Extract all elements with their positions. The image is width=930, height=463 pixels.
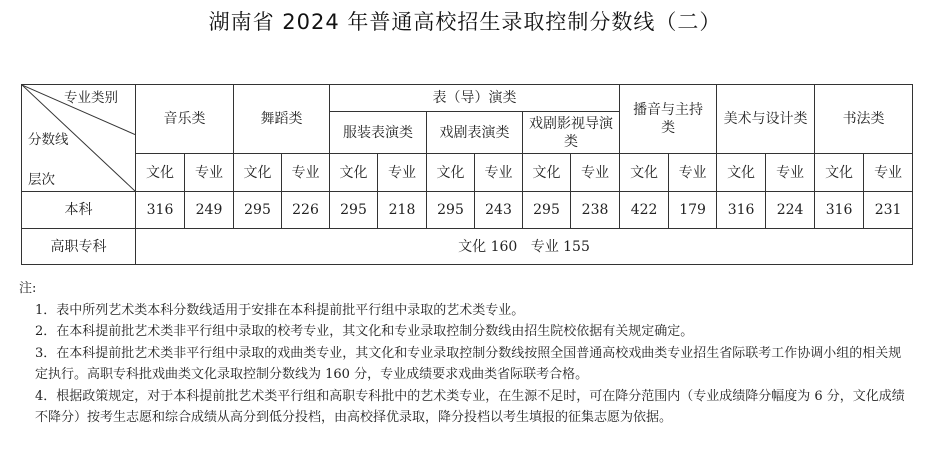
page-title: 湖南省 2024 年普通高校招生录取控制分数线（二）	[208, 10, 722, 34]
header-broadcast	[620, 85, 717, 154]
note-item: 4．根据政策规定，对于本科提前批艺术类平行组和高职专科批中的艺术类专业，在生源不足时，可在降分范围内（专业成绩降分幅度为 6 分，文化成绩不降分）按考生志愿和综合成绩从高分到低分投档，由高校择优录取，降分投档以考生填报的征集志愿为依据。	[35, 388, 905, 425]
header-film	[523, 112, 620, 154]
score-cell: 249	[185, 192, 234, 229]
score-cell: 243	[475, 192, 523, 229]
header-calligraphy: 书法类	[815, 85, 913, 154]
sub-major: 专业	[766, 154, 815, 192]
row-label-gaozhi: 高职专科	[22, 229, 136, 265]
corner-header-cell	[22, 85, 136, 192]
header-music: 音乐类	[136, 85, 234, 154]
score-table	[21, 84, 913, 265]
header-broadcast-label: 播音与主持类	[633, 102, 704, 136]
sub-major: 专业	[475, 154, 523, 192]
score-cell: 295	[427, 192, 475, 229]
sub-culture: 文化	[136, 154, 185, 192]
header-performance: 表（导）演类	[330, 85, 620, 112]
sub-major: 专业	[571, 154, 620, 192]
notes-label: 注:	[19, 281, 37, 296]
score-cell: 226	[282, 192, 330, 229]
note-item: 2．在本科提前批艺术类非平行组中录取的校考专业，其文化和专业录取控制分数线由招生院校依据有关规定确定。	[35, 324, 694, 339]
score-cell: 179	[669, 192, 717, 229]
score-cell: 295	[234, 192, 282, 229]
sub-major: 专业	[669, 154, 717, 192]
score-cell: 295	[330, 192, 378, 229]
sub-culture: 文化	[620, 154, 669, 192]
score-cell: 224	[766, 192, 815, 229]
table-row-gaozhi	[22, 229, 913, 265]
gaozhi-score-cell: 文化 160 专业 155	[136, 229, 913, 265]
sub-culture: 文化	[234, 154, 282, 192]
sub-major: 专业	[282, 154, 330, 192]
corner-score-label: 分数线	[28, 132, 69, 148]
score-cell: 316	[717, 192, 766, 229]
sub-culture: 文化	[427, 154, 475, 192]
corner-level-label: 层次	[28, 172, 55, 188]
header-dance: 舞蹈类	[234, 85, 330, 154]
sub-culture: 文化	[815, 154, 864, 192]
note-item: 1．表中所列艺术类本科分数线适用于安排在本科提前批平行组中录取的艺术类专业。	[35, 302, 525, 318]
score-cell: 316	[815, 192, 864, 229]
sub-culture: 文化	[523, 154, 571, 192]
score-cell: 238	[571, 192, 620, 229]
header-film-label: 戏剧影视导演类	[529, 115, 614, 150]
notes-section	[19, 278, 914, 429]
score-cell: 295	[523, 192, 571, 229]
sub-major: 专业	[864, 154, 913, 192]
score-cell: 231	[864, 192, 913, 229]
corner-category-label: 专业类别	[64, 90, 118, 106]
sub-major: 专业	[185, 154, 234, 192]
sub-culture: 文化	[717, 154, 766, 192]
table-row-benke	[22, 192, 913, 229]
row-label-benke: 本科	[22, 192, 136, 229]
sub-major: 专业	[378, 154, 427, 192]
header-drama: 戏剧表演类	[427, 112, 523, 154]
sub-culture: 文化	[330, 154, 378, 192]
note-item: 3．在本科提前批艺术类非平行组中录取的戏曲类专业，其文化和专业录取控制分数线按照全国普通高校戏曲类专业招生省际联考工作协调小组的相关规定执行。高职专科批戏曲类文化录取控制分数线为 160 分，专业成绩要求戏曲类省际联考合格。	[35, 345, 902, 382]
header-costume: 服装表演类	[330, 112, 427, 154]
score-cell: 218	[378, 192, 427, 229]
header-art-design: 美术与设计类	[717, 85, 815, 154]
score-cell: 316	[136, 192, 185, 229]
score-cell: 422	[620, 192, 669, 229]
